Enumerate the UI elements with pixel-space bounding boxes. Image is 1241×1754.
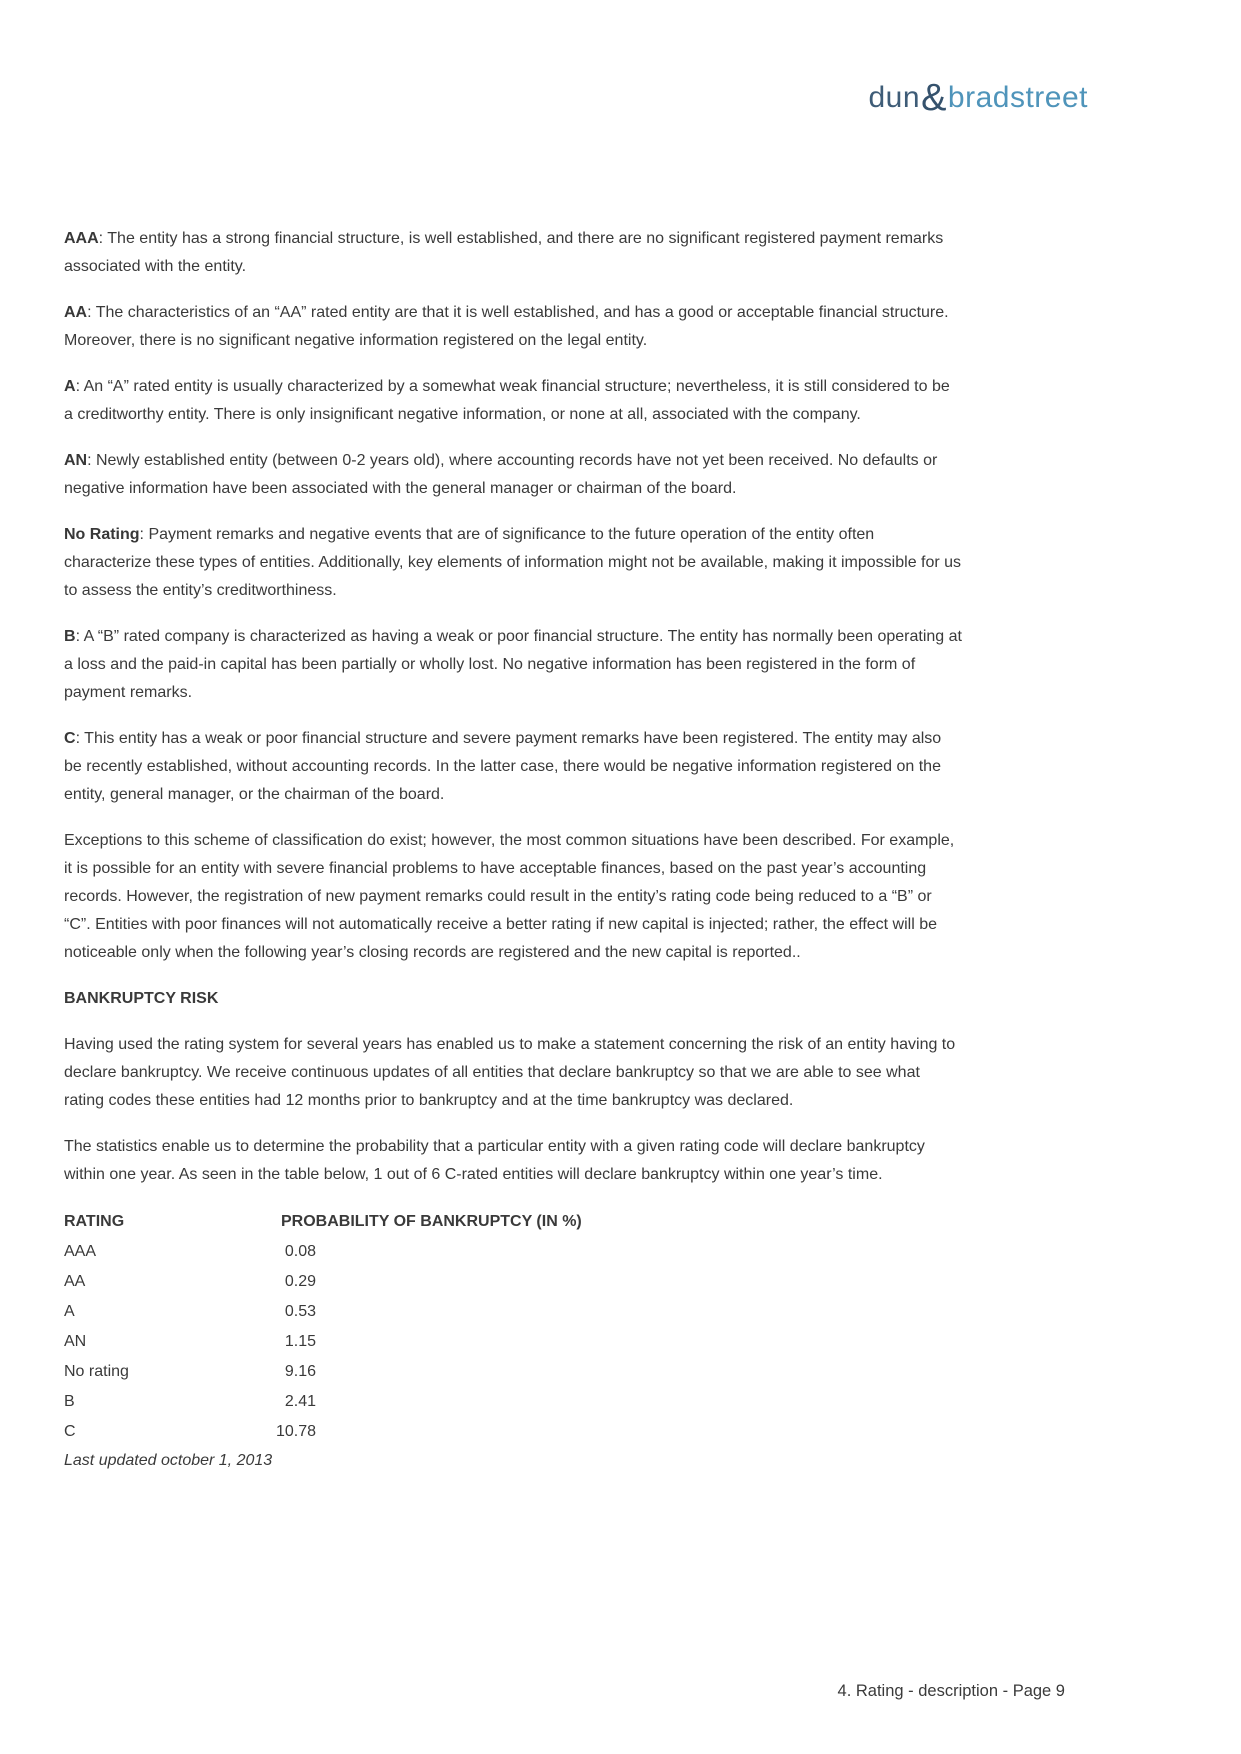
rating-text-b: : A “B” rated company is characterized as having a weak or poor financial structure. The entity has normally been operating at a loss and the paid-in capital has been partially or wholly lost. No negative information has been registered in the form of payment remarks. [64,628,962,701]
rating-paragraph-aa [64,299,962,355]
cell-probability: 9.16 [284,1363,316,1380]
table-row [64,1417,962,1447]
rating-code-an: AN [64,452,88,469]
rating-code-no-rating: No Rating [64,526,140,543]
rating-paragraph-c [64,725,962,809]
cell-rating: AAA [64,1243,97,1260]
cell-probability: 0.53 [284,1303,316,1320]
logo-text-dun: dun [868,81,921,114]
table-header-row [64,1207,962,1237]
rating-text-an: : Newly established entity (between 0-2 years old), where accounting records have not yet been received. No defaults or negative information have been associated with the general manager or chairman of the board. [64,452,938,497]
exceptions-paragraph: Exceptions to this scheme of classification do exist; however, the most common situations have been described. For example, it is possible for an entity with severe financial problems to have acceptable finances, based on the past year’s accounting records. However, the registration of new payment remarks could result in the entity’s rating code being reduced to a “B” or “C”. Entities with poor finances will not automatically receive a better rating if new capital is injected; rather, the effect will be noticeable only when the following year’s closing records are registered and the new capital is reported.. [64,832,955,961]
table-row [64,1297,962,1327]
rating-code-a: A [64,378,76,395]
rating-paragraph-an [64,447,962,503]
bankruptcy-paragraph-1: Having used the rating system for several years has enabled us to make a statement concerning the risk of an entity having to declare bankruptcy. We receive continuous updates of all entities that declare bankruptcy so that we are able to see what rating codes these entities had 12 months prior to bankruptcy and at the time bankruptcy was declared. [64,1036,956,1109]
rating-text-no-rating: : Payment remarks and negative events that are of significance to the future operation of the entity often characterize these types of entities. Additionally, key elements of information might not be available, making it impossible for us to assess the entity’s creditworthiness. [64,526,962,599]
rating-paragraph-b [64,623,962,707]
cell-rating: AA [64,1273,86,1290]
column-header-rating: RATING [64,1213,125,1230]
rating-text-a: : An “A” rated entity is usually characterized by a somewhat weak financial structure; nevertheless, it is still considered to be a creditworthy entity. There is only insignificant negative information, or none at all, associated with the company. [64,378,950,423]
page-footer: 4. Rating - description - Page 9 [837,1682,1065,1700]
document-body [64,225,962,1493]
logo-ampersand-icon: & [921,77,947,119]
table-row [64,1267,962,1297]
cell-rating: C [64,1423,76,1440]
table-row [64,1327,962,1357]
bankruptcy-risk-heading: BANKRUPTCY RISK [64,990,219,1007]
rating-code-b: B [64,628,76,645]
rating-text-aa: : The characteristics of an “AA” rated entity are that it is well established, and has a good or acceptable financial structure. Moreover, there is no significant negative information registered on the legal entity. [64,304,949,349]
rating-code-c: C [64,730,76,747]
cell-probability: 1.15 [284,1333,316,1350]
cell-probability: 0.08 [284,1243,316,1260]
column-header-probability: PROBABILITY OF BANKRUPTCY (IN %) [281,1213,582,1230]
rating-paragraph-aaa [64,225,962,281]
cell-probability: 2.41 [284,1393,316,1410]
last-updated-note: Last updated october 1, 2013 [64,1452,273,1469]
rating-code-aa: AA [64,304,88,321]
rating-code-aaa: AAA [64,230,99,247]
rating-paragraph-no-rating [64,521,962,605]
cell-rating: AN [64,1333,87,1350]
table-row [64,1237,962,1267]
bankruptcy-paragraph-2: The statistics enable us to determine the probability that a particular entity with a given rating code will declare bankruptcy within one year. As seen in the table below, 1 out of 6 C-rated entities will declare bankruptcy within one year’s time. [64,1138,925,1183]
table-row [64,1357,962,1387]
cell-rating: A [64,1303,75,1320]
rating-paragraph-a [64,373,962,429]
rating-text-c: : This entity has a weak or poor financial structure and severe payment remarks have been registered. The entity may also be recently established, without accounting records. In the latter case, there would be negative information registered on the entity, general manager, or the chairman of the board. [64,730,942,803]
table-row [64,1387,962,1417]
bankruptcy-probability-table [64,1207,962,1447]
cell-probability: 0.29 [284,1273,316,1290]
cell-probability: 10.78 [275,1423,316,1440]
cell-rating: No rating [64,1363,129,1380]
logo-text-bradstreet: bradstreet [947,81,1088,114]
rating-text-aaa: : The entity has a strong financial structure, is well established, and there are no significant registered payment remarks associated with the entity. [64,230,944,275]
cell-rating: B [64,1393,75,1410]
dun-bradstreet-logo [869,74,1089,117]
